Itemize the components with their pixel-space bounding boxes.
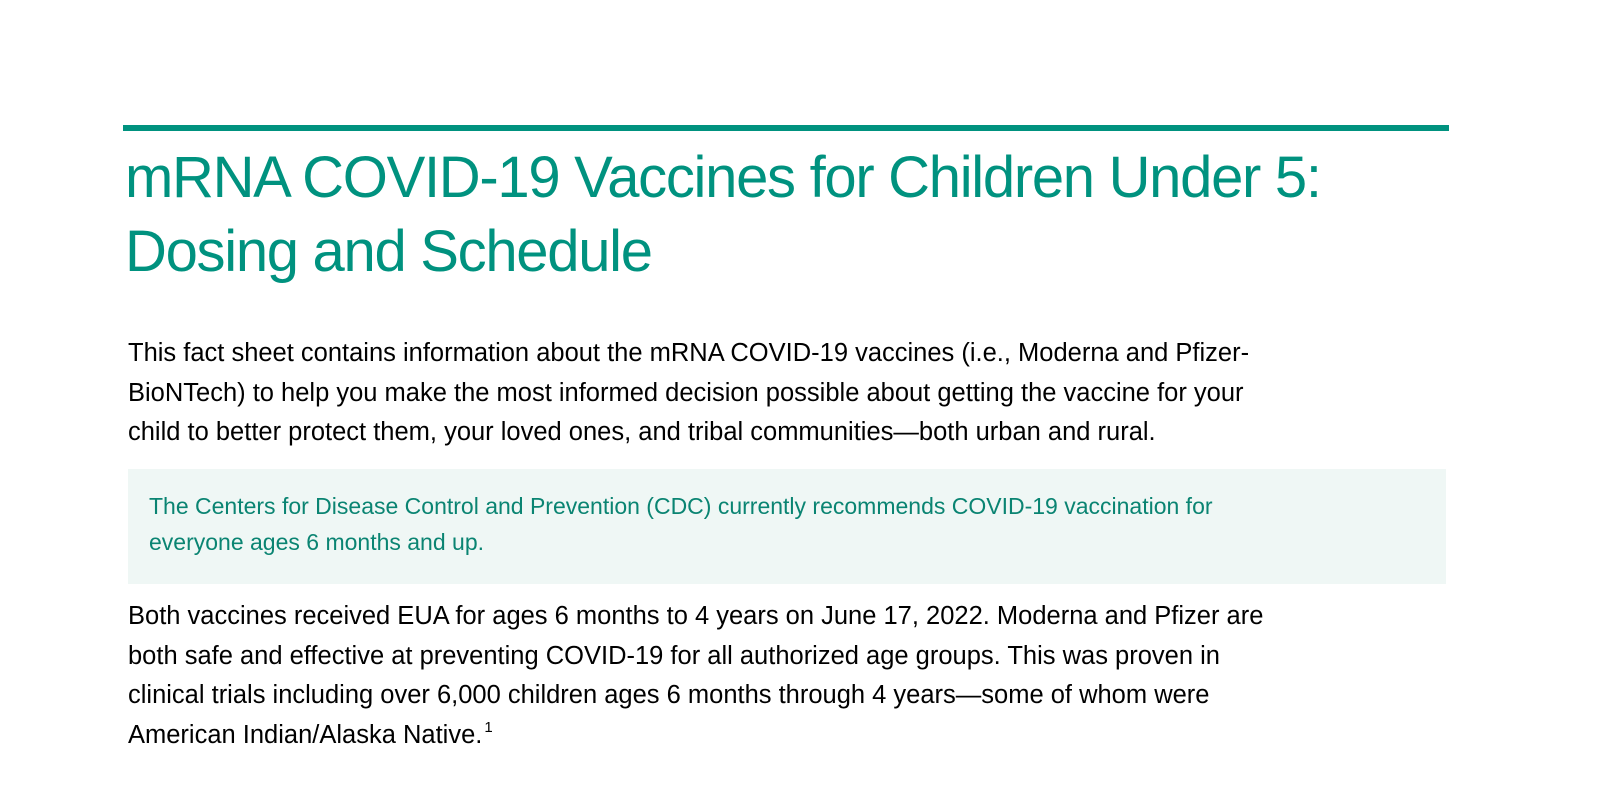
- intro-line: This fact sheet contains information about the mRNA COVID-19 vaccines (i.e., Moderna and Pfizer-: [128, 339, 1250, 367]
- eua-last-line: [128, 716, 1263, 759]
- eua-line: clinical trials including over 6,000 children ages 6 months through 4 years—some of whom were: [128, 681, 1210, 709]
- callout-text: [149, 488, 1213, 560]
- page-title: [125, 141, 1465, 289]
- eua-line: Both vaccines received EUA for ages 6 months to 4 years on June 17, 2022. Moderna and Pfizer are: [128, 602, 1264, 630]
- callout-line: everyone ages 6 months and up.: [149, 529, 485, 555]
- title-rule: [123, 125, 1449, 131]
- footnote-marker[interactable]: 1: [484, 718, 493, 736]
- intro-paragraph: [128, 334, 1249, 453]
- eua-line: American Indian/Alaska Native.: [128, 720, 483, 749]
- title-line: Dosing and Schedule: [125, 219, 652, 284]
- cdc-recommendation-callout: [128, 469, 1446, 584]
- eua-line: both safe and effective at preventing COVID-19 for all authorized age groups. This was proven in: [128, 641, 1220, 670]
- title-line: mRNA COVID-19 Vaccines for Children Under 5:: [125, 145, 1321, 210]
- eua-paragraph: [128, 597, 1263, 758]
- intro-line: child to better protect them, your loved ones, and tribal communities—both urban and rural.: [128, 418, 1156, 446]
- callout-line: The Centers for Disease Control and Prevention (CDC) currently recommends COVID-19 vaccination for: [149, 493, 1213, 519]
- intro-line: BioNTech) to help you make the most informed decision possible about getting the vaccine for your: [128, 378, 1244, 407]
